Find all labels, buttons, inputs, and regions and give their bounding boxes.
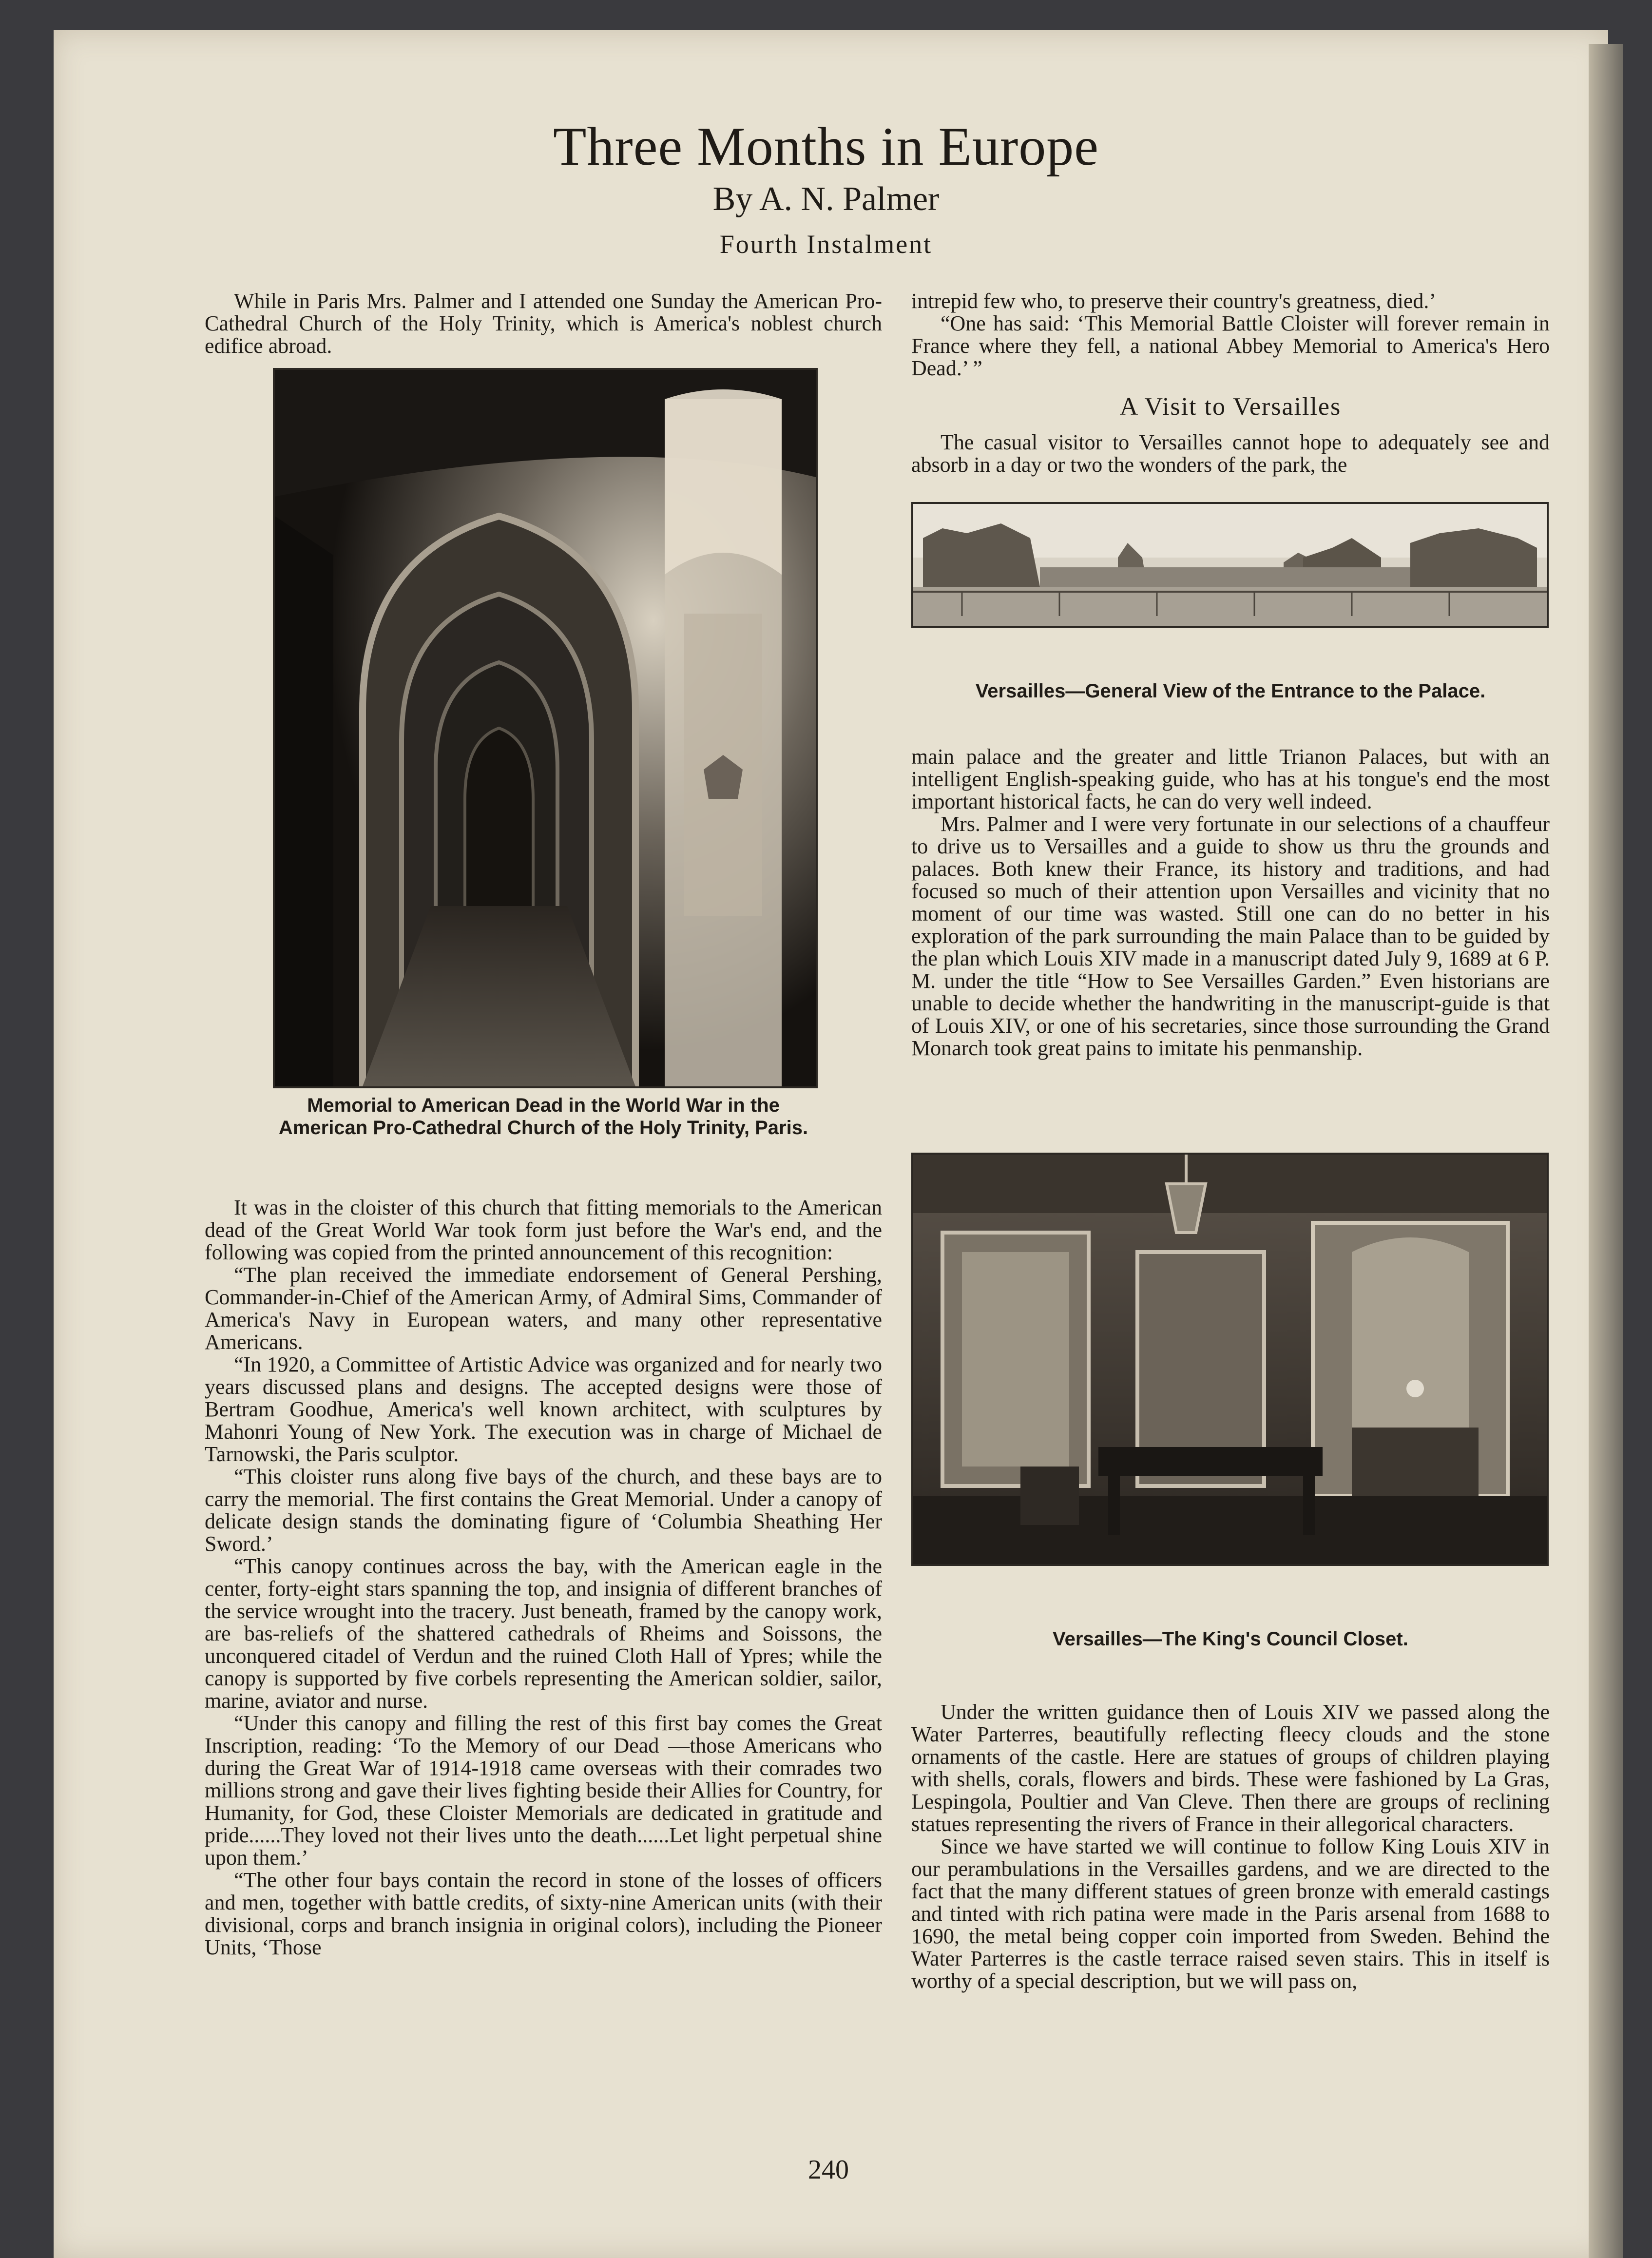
versailles-intro: The casual visitor to Versailles cannot hope to adequately see and absorb in a day or two the wonders of the park, the (911, 430, 1550, 477)
cloister-arches-image (275, 370, 816, 1086)
body-paragraph: It was in the cloister of this church that fitting memorials to the American dead of the Great World War took form just before the War's end, and the following was copied from the printed announcement of this recognition: (205, 1196, 882, 1264)
instalment-label: Fourth Instalment (719, 230, 933, 259)
body-paragraph: Under the written guidance then of Louis XIV we passed along the Water Parterres, beautifully reflecting fleecy clouds and the stone ornaments of the castle. Here are statues of groups of children playing with shells, corals, flowers and birds. These were fashioned by La Gras, Lespingola, Poultier and Van Cleve. Then there are groups of reclining statues representing the rivers of France in their allegorical characters. (911, 1700, 1550, 1836)
body-paragraph: “The plan received the immediate endorsement of General Pershing, Commander-in-Chief of the American Army, of Admiral Sims, Commander of America's Navy in European waters, and many other representative Americans. (205, 1263, 882, 1354)
versailles-panorama-photo (911, 502, 1549, 628)
council-closet-photo (911, 1153, 1549, 1566)
byline: By A. N. Palmer (712, 180, 940, 218)
body-paragraph: “This canopy continues across the bay, with the American eagle in the center, forty-eight stars spanning the top, and insignia of different branches of the service wrought into the tracery. Just beneath, framed by the canopy work, are bas-reliefs of the shattered cathedrals of Rheims and Soissons, the unconquered citadel of Verdun and the ruined Cloth Hall of Ypres; while the canopy is supported by five corbels representing the American soldier, sailor, marine, aviator and nurse. (205, 1554, 882, 1713)
right-column-bottom (911, 1701, 1550, 1992)
section-heading: A Visit to Versailles (1119, 393, 1342, 421)
body-paragraph: “The other four bays contain the record in stone of the losses of officers and men, together with battle credits, of sixty-nine American units (with their divisional, corps and branch insignia in original colors), including the Pioneer Units, ‘Those (205, 1868, 882, 1959)
body-paragraph: “Under this canopy and filling the rest of this first bay comes the Great Inscription, reading: ‘To the Memory of our Dead —those Americans who during the Great War of 1914-1918 came overseas with their comrades two millions strong and gave their lives fighting beside their Allies for Country, for Humanity, for God, these Cloister Memorials are dedicated in gratitude and pride......They loved not their lives unto the death......Let light perpetual shine upon them.’ (205, 1711, 882, 1870)
right-column-middle (911, 746, 1550, 1060)
body-paragraph: Mrs. Palmer and I were very fortunate in our selections of a chauffeur to drive us to Versailles and a guide to show us thru the grounds and palaces. Both knew their France, its history and traditions, and had focused so much of their attention upon Versailles and vicinity that no moment of our time was wasted. Still one can do no better in his exploration of the park surrounding the main Palace than to be guided by the plan which Louis XIV made in a manuscript dated July 9, 1689 at 6 P. M. under the title “How to See Versailles Garden.” Even historians are unable to decide whether the handwriting in the manuscript-guide is that of Louis XIV, or one of his secretaries, since those surrounding the Grand Monarch took great pains to imitate his penmanship. (911, 812, 1550, 1060)
council-room-image (913, 1155, 1547, 1564)
palace-panorama-image (913, 504, 1547, 626)
body-paragraph: “This cloister runs along five bays of the church, and these bays are to carry the memorial. The first contains the Great Memorial. Under a canopy of delicate design stands the dominating figure of ‘Columbia Sheathing Her Sword.’ (205, 1465, 882, 1556)
left-column-body (205, 1197, 882, 1959)
cathedral-photo-caption: Memorial to American Dead in the World War in the American Pro-Cathedral Church of the Holy Trinity, Paris. (278, 1095, 808, 1139)
article-title: Three Months in Europe (553, 116, 1099, 177)
intro-paragraph: While in Paris Mrs. Palmer and I attended one Sunday the American Pro-Cathedral Church of the Holy Trinity, which is America's noblest church edifice abroad. (205, 289, 882, 358)
body-paragraph: intrepid few who, to preserve their country's greatness, died.’ (911, 289, 1437, 313)
right-column-top (911, 290, 1550, 380)
body-paragraph: Since we have started we will continue to follow King Louis XIV in our perambulations in the Versailles gardens, and we are directed to the fact that the many different statues of green bronze with emerald castings and tinted with rich patina were made in the Paris arsenal from 1688 to 1690, the metal being copper coin imported from Sweden. Behind the Water Parterres is the castle terrace raised seven stairs. This in itself is worthy of a special description, but we will pass on, (911, 1834, 1550, 1993)
council-closet-caption: Versailles—The King's Council Closet. (1053, 1628, 1408, 1650)
page-edge (1589, 44, 1623, 2258)
body-paragraph: “In 1920, a Committee of Artistic Advice was organized and for nearly two years discussed plans and designs. The accepted designs were those of Bertram Goodhue, America's well known architect, with sculptures by Mahonri Young of New York. The execution was in charge of Michael de Tarnowski, the Paris sculptor. (205, 1352, 882, 1466)
body-paragraph: “One has said: ‘This Memorial Battle Cloister will forever remain in France where they fell, a national Abbey Memorial to America's Hero Dead.’ ” (911, 311, 1550, 380)
panorama-caption: Versailles—General View of the Entrance to the Palace. (975, 680, 1486, 702)
page-number: 240 (808, 2155, 849, 2185)
body-paragraph: main palace and the greater and little Trianon Palaces, but with an intelligent English-speaking guide, who has at his tongue's end the most important historical facts, he can do very well indeed. (911, 745, 1550, 813)
cathedral-cloister-photo (273, 368, 818, 1088)
